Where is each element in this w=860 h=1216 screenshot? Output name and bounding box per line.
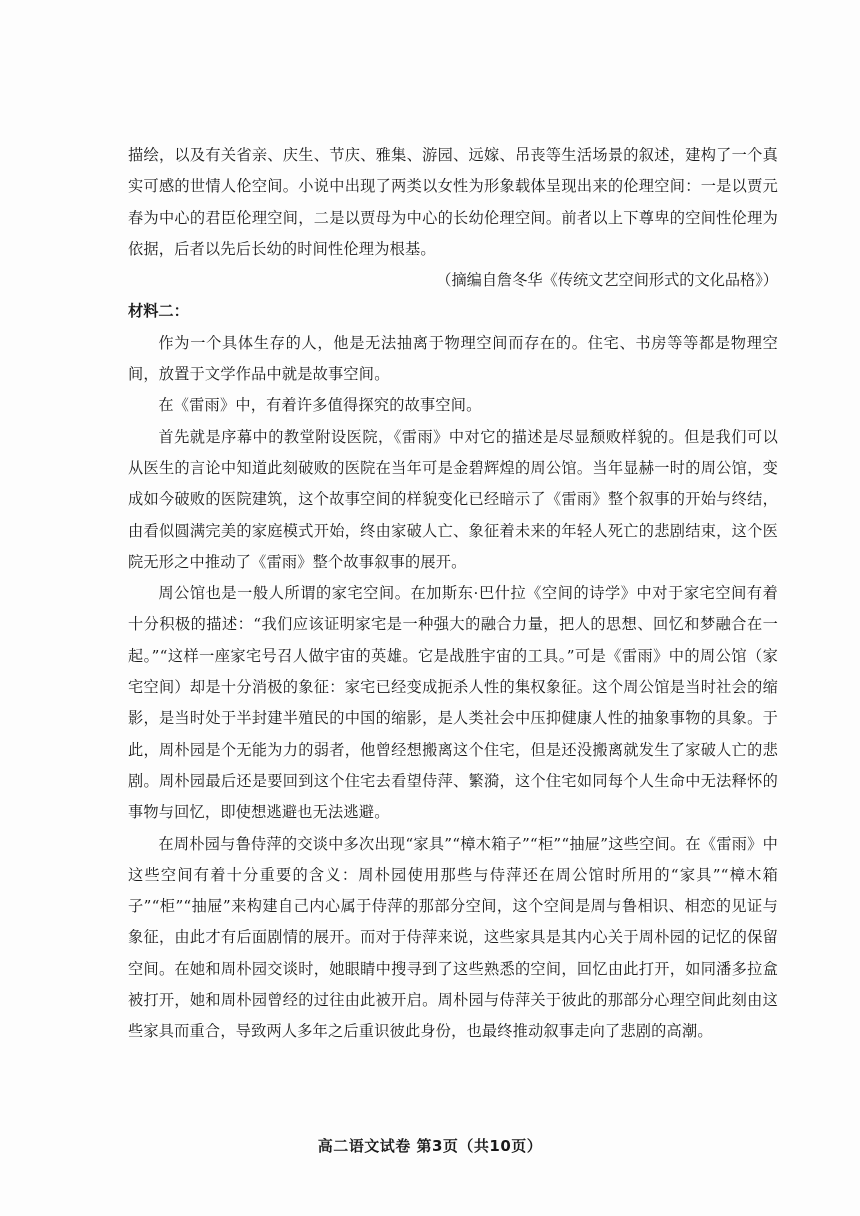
material2-paragraph-1: 作为一个具体生存的人，他是无法抽离于物理空间而存在的。住宅、书房等等都是物理空间，放置于文学作品中就是故事空间。 (128, 333, 778, 384)
material1-paragraph: 描绘，以及有关省亲、庆生、节庆、雅集、游园、远嫁、吊丧等生活场景的叙述，建构了一个真实可感的世情人伦空间。小说中出现了两类以女性为形象载体呈现出来的伦理空间：一是以贾元春为中心的君臣伦理空间，二是以贾母为中心的长幼伦理空间。前者以上下尊卑的空间性伦理为依据，后者以先后长幼的时间性伦理为根基。 (128, 146, 778, 258)
page-footer: 高二语文试卷 第3页（共10页） (317, 1137, 543, 1155)
material2-heading: 材料二： (128, 302, 189, 321)
page-content (128, 140, 778, 1048)
material2-paragraph-5: 在周朴园与鲁侍萍的交谈中多次出现“家具”“樟木箱子”“柜”“抽屉”这些空间。在《雷雨》中这些空间有着十分重要的含义：周朴园使用那些与侍萍还在周公馆时所用的“家具”“樟木箱子”“柜”“抽屉”来构建自己内心属于侍萍的那部分空间，这个空间是周与鲁相识、相恋的见证与象征，由此才有后面剧情的展开。而对于侍萍来说，这些家具是其内心关于周朴园的记忆的保留空间。在她和周朴园交谈时，她眼睛中搜寻到了这些熟悉的空间，回忆由此打开，如同潘多拉盒被打开，她和周朴园曾经的过往由此被开启。周朴园与侍萍关于彼此的那部分心理空间此刻由这些家具而重合，导致两人多年之后重识彼此身份，也最终推动叙事走向了悲剧的高潮。 (128, 834, 778, 1041)
material1-source-citation: （摘编自詹冬华《传统文艺空间形式的文化品格》） (436, 271, 778, 290)
material2-paragraph-3: 首先就是序幕中的教堂附设医院，《雷雨》中对它的描述是尽显颓败样貌的。但是我们可以从医生的言论中知道此刻破败的医院在当年可是金碧辉煌的周公馆。当年显赫一时的周公馆，变成如今破败的医院建筑，这个故事空间的样貌变化已经暗示了《雷雨》整个叙事的开始与终结，由看似圆满完美的家庭模式开始，终由家破人亡、象征着未来的年轻人死亡的悲剧结束，这个医院无形之中推动了《雷雨》整个故事叙事的展开。 (128, 427, 778, 571)
material2-paragraph-2: 在《雷雨》中，有着许多值得探究的故事空间。 (158, 396, 482, 415)
material2-paragraph-4: 周公馆也是一般人所谓的家宅空间。在加斯东·巴什拉《空间的诗学》中对于家宅空间有着十分积极的描述：“我们应该证明家宅是一种强大的融合力量，把人的思想、回忆和梦融合在一起。”“这样一座家宅号召人做宇宙的英雄。它是战胜宇宙的工具。”可是《雷雨》中的周公馆（家宅空间）却是十分消极的象征：家宅已经变成扼杀人性的集权象征。这个周公馆是当时社会的缩影，是当时处于半封建半殖民的中国的缩影，是人类社会中压抑健康人性的抽象事物的具象。于此，周朴园是个无能为力的弱者，他曾经想搬离这个住宅，但是还没搬离就发生了家破人亡的悲剧。周朴园最后还是要回到这个住宅去看望侍萍、繁漪，这个住宅如同每个人生命中无法释怀的事物与回忆，即使想逃避也无法逃避。 (128, 584, 778, 822)
